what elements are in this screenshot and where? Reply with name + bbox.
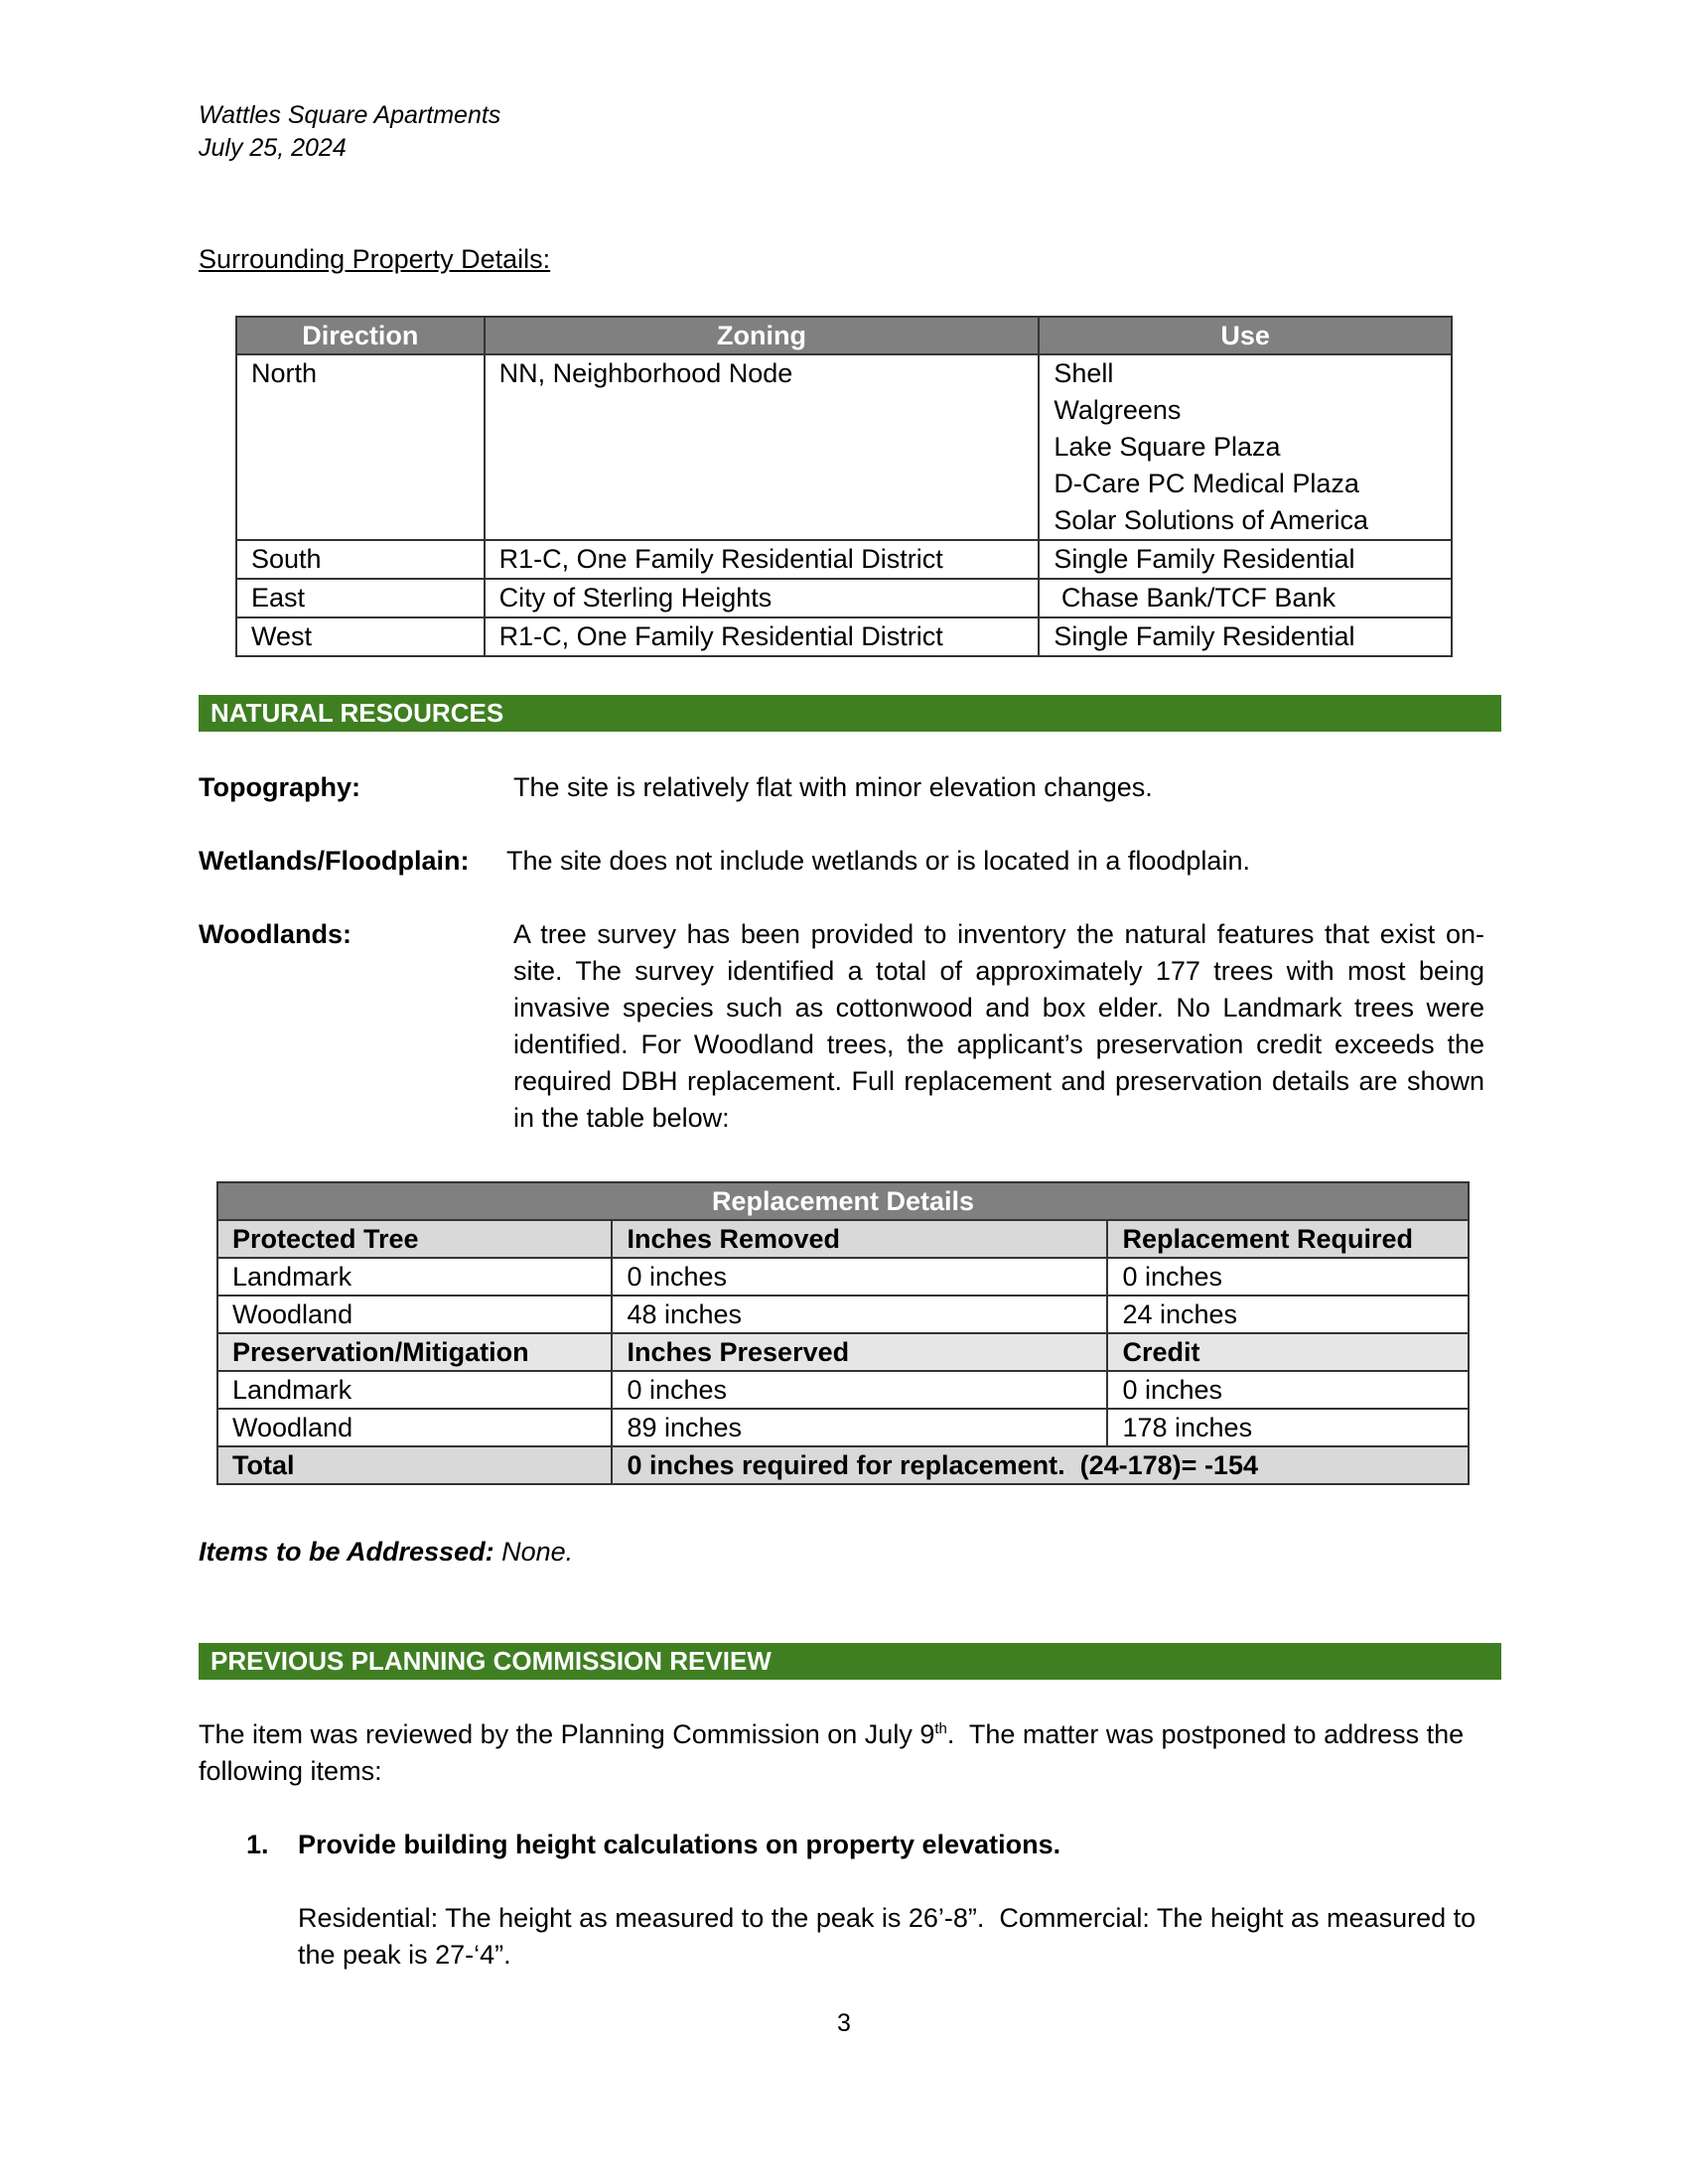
table-row [236, 617, 1452, 656]
direction-cell: East [236, 579, 485, 617]
intro-superscript: th [934, 1720, 947, 1737]
item-description: Residential: The height as measured to the peak is 26’-8”. Commercial: The height as measured to the peak is 27-‘4”. [298, 1903, 1483, 1970]
direction-cell: South [236, 540, 485, 579]
use-cell: Single Family Residential [1039, 540, 1452, 579]
topography-text: The site is relatively flat with minor elevation changes. [513, 772, 1153, 802]
wetlands-text: The site does not include wetlands or is located in a floodplain. [506, 846, 1250, 876]
table-cell: 178 inches [1107, 1409, 1469, 1446]
column-header: Replacement Required [1107, 1220, 1469, 1258]
table-row [217, 1409, 1469, 1446]
zoning-cell: NN, Neighborhood Node [485, 354, 1040, 540]
table-cell: Landmark [217, 1371, 612, 1409]
table-cell: Woodland [217, 1409, 612, 1446]
column-header: Protected Tree [217, 1220, 612, 1258]
table-cell: 0 inches [612, 1371, 1107, 1409]
table-row [217, 1258, 1469, 1296]
table-row [217, 1371, 1469, 1409]
items-label: Items to be Addressed: [199, 1537, 494, 1567]
document-title: Wattles Square Apartments [199, 101, 501, 129]
column-header: Credit [1107, 1333, 1469, 1371]
column-header: Direction [236, 317, 485, 354]
column-header: Zoning [485, 317, 1040, 354]
zoning-cell: City of Sterling Heights [485, 579, 1040, 617]
items-to-address [199, 1534, 573, 1570]
item-title: Provide building height calculations on property elevations. [298, 1830, 1061, 1859]
use-cell [1039, 354, 1452, 540]
table-cell: 0 inches [1107, 1371, 1469, 1409]
column-header: Inches Removed [612, 1220, 1107, 1258]
item-number: 1. [246, 1830, 269, 1859]
column-header: Inches Preserved [612, 1333, 1107, 1371]
table-cell: Landmark [217, 1258, 612, 1296]
topography-label: Topography: [199, 772, 360, 802]
total-label: Total [217, 1446, 612, 1484]
use-item: D-Care PC Medical Plaza [1054, 469, 1359, 498]
table-row [236, 579, 1452, 617]
previous-review-intro [199, 1716, 1489, 1790]
total-value: 0 inches required for replacement. (24-178)= -154 [612, 1446, 1469, 1484]
direction-cell: West [236, 617, 485, 656]
table-title-row [217, 1182, 1469, 1220]
use-item: Walgreens [1054, 395, 1182, 425]
table-cell: Woodland [217, 1296, 612, 1333]
use-item: Shell [1054, 358, 1114, 388]
table-row [236, 354, 1452, 540]
table-cell: 24 inches [1107, 1296, 1469, 1333]
table-cell: 48 inches [612, 1296, 1107, 1333]
table-title: Replacement Details [217, 1182, 1469, 1220]
document-date: July 25, 2024 [199, 134, 347, 162]
use-item: Lake Square Plaza [1054, 432, 1281, 462]
column-header: Preservation/Mitigation [217, 1333, 612, 1371]
page-number: 3 [837, 2009, 851, 2037]
zoning-cell: R1-C, One Family Residential District [485, 540, 1040, 579]
surrounding-property-table [235, 316, 1453, 657]
table-cell: 0 inches [612, 1258, 1107, 1296]
table-total-row [217, 1446, 1469, 1484]
items-value: None. [493, 1537, 574, 1567]
natural-resources-heading: NATURAL RESOURCES [199, 695, 1501, 732]
table-header-row [217, 1220, 1469, 1258]
previous-review-heading: PREVIOUS PLANNING COMMISSION REVIEW [199, 1643, 1501, 1680]
wetlands-label: Wetlands/Floodplain: [199, 846, 470, 876]
zoning-cell: R1-C, One Family Residential District [485, 617, 1040, 656]
woodlands-label: Woodlands: [199, 919, 352, 949]
table-row [217, 1296, 1469, 1333]
surrounding-heading: Surrounding Property Details: [199, 244, 551, 274]
intro-text: The item was reviewed by the Planning Commission on July 9 [199, 1719, 935, 1749]
table-subheader-row [217, 1333, 1469, 1371]
replacement-details-table [216, 1181, 1470, 1485]
table-row [236, 540, 1452, 579]
column-header: Use [1039, 317, 1452, 354]
use-cell: Chase Bank/TCF Bank [1039, 579, 1452, 617]
intro-text-continued: . The matter was postponed to address the following items: [199, 1719, 1472, 1786]
table-cell: 0 inches [1107, 1258, 1469, 1296]
use-item: Solar Solutions of America [1054, 505, 1369, 535]
table-cell: 89 inches [612, 1409, 1107, 1446]
use-cell: Single Family Residential [1039, 617, 1452, 656]
direction-cell: North [236, 354, 485, 540]
woodlands-text: A tree survey has been provided to inventory the natural features that exist on-site. The survey identified a total of approximately 177 trees with most being invasive species such as cottonwood and box elder. No Landmark trees were identified. For Woodland trees, the applicant’s preservation credit exceeds the required DBH replacement. Full replacement and preservation details are shown in the table below: [513, 919, 1484, 1133]
table-header-row [236, 317, 1452, 354]
